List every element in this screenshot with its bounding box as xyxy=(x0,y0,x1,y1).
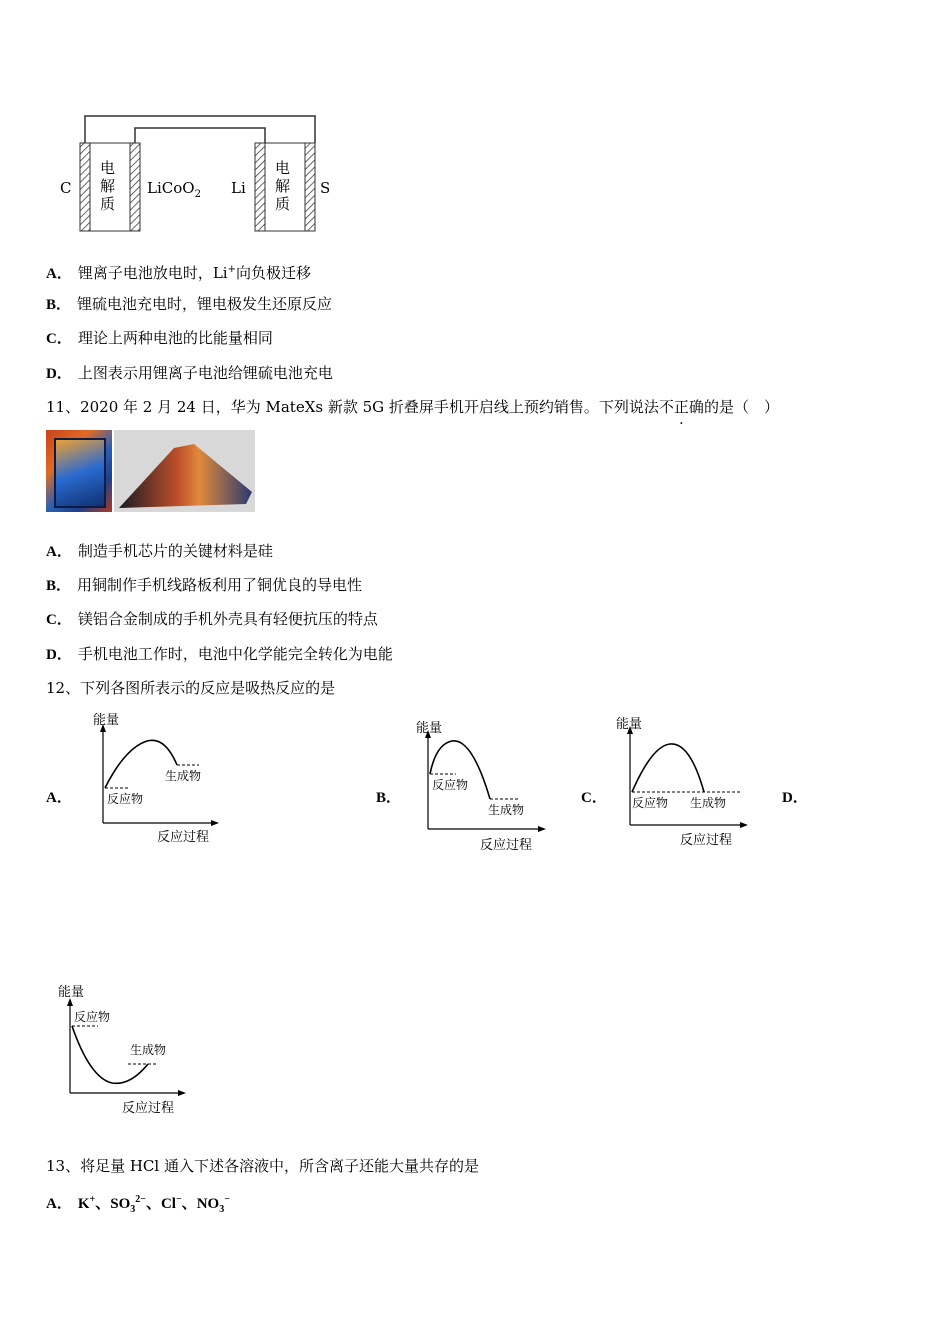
reactant-label: 反应物 xyxy=(632,796,669,810)
q10-option-d: D． 上图表示用锂离子电池给锂硫电池充电 xyxy=(46,364,333,382)
right-electrolyte-char-2: 解 xyxy=(275,177,291,195)
q10-option-a: A． 锂离子电池放电时，Li+向负极迁移 xyxy=(46,264,312,282)
li-label: Li xyxy=(231,179,246,197)
energy-diagram-a xyxy=(85,708,235,848)
q12-option-c-key: C． xyxy=(581,790,607,806)
q11-stem: 11、2020 年 2 月 24 日，华为 MateXs 新款 5G 折叠屏手机开启线上预约销售。下列说法不正确的是（ ） xyxy=(46,398,779,416)
x-axis-label: 反应过程 xyxy=(157,829,210,844)
right-electrode-label: S xyxy=(320,179,331,197)
ion-no3: $NO_3^-$ xyxy=(196,1194,230,1215)
right-electrolyte-char-3: 质 xyxy=(275,195,291,213)
left-electrolyte-char-1: 电 xyxy=(100,159,116,177)
left-electrolyte-char-3: 质 xyxy=(100,195,116,213)
phone-photo-folded xyxy=(114,430,255,512)
energy-diagram-c xyxy=(612,710,762,850)
licoo2-label: LiCoO$_2$ xyxy=(147,179,201,200)
left-electrolyte-char-2: 解 xyxy=(100,177,116,195)
ion-so3: $SO_3^{2-}$ xyxy=(110,1194,146,1215)
energy-diagram-d xyxy=(52,978,202,1118)
q11-option-b: B． 用铜制作手机线路板利用了铜优良的导电性 xyxy=(46,576,363,594)
q13-option-a: A． K+、$SO_3^{2-}$、Cl−、$NO_3^-$ xyxy=(46,1194,230,1215)
x-axis-label: 反应过程 xyxy=(122,1100,175,1115)
y-axis-label: 能量 xyxy=(58,984,85,999)
phone-photo-unfolded xyxy=(46,430,112,512)
q10-option-b: B． 锂硫电池充电时，锂电极发生还原反应 xyxy=(46,295,333,313)
product-label: 生成物 xyxy=(488,803,525,817)
product-label: 生成物 xyxy=(690,796,727,810)
q12-stem: 12、下列各图所表示的反应是吸热反应的是 xyxy=(46,679,336,697)
q12-option-b-key: B． xyxy=(376,790,402,806)
q13-stem: 13、将足量 HCl 通入下述各溶液中，所含离子还能大量共存的是 xyxy=(46,1157,479,1175)
y-axis-label: 能量 xyxy=(416,720,443,735)
y-axis-label: 能量 xyxy=(93,712,120,727)
x-axis-label: 反应过程 xyxy=(680,832,733,847)
battery-diagram xyxy=(55,108,345,238)
q11-option-c: C． 镁铝合金制成的手机外壳具有轻便抗压的特点 xyxy=(46,610,378,628)
q12-option-a-key: A． xyxy=(46,790,72,806)
q12-option-d-key: D． xyxy=(782,790,808,806)
energy-diagram-b xyxy=(410,714,560,854)
emphasis-text: 不正确 xyxy=(658,398,704,416)
right-electrolyte-char-1: 电 xyxy=(275,159,291,177)
left-electrode-label: C xyxy=(60,179,72,197)
ion-k: K+ xyxy=(77,1194,96,1212)
ion-cl: Cl− xyxy=(160,1194,182,1212)
product-label: 生成物 xyxy=(165,769,202,783)
reactant-label: 反应物 xyxy=(107,792,144,806)
y-axis-label: 能量 xyxy=(616,716,643,731)
x-axis-label: 反应过程 xyxy=(480,837,533,852)
reactant-label: 反应物 xyxy=(74,1010,111,1024)
product-label: 生成物 xyxy=(130,1043,167,1057)
reactant-label: 反应物 xyxy=(432,778,469,792)
q11-option-a: A． 制造手机芯片的关键材料是硅 xyxy=(46,542,273,560)
q11-option-d: D． 手机电池工作时，电池中化学能完全转化为电能 xyxy=(46,645,393,663)
q10-option-c: C． 理论上两种电池的比能量相同 xyxy=(46,329,273,347)
